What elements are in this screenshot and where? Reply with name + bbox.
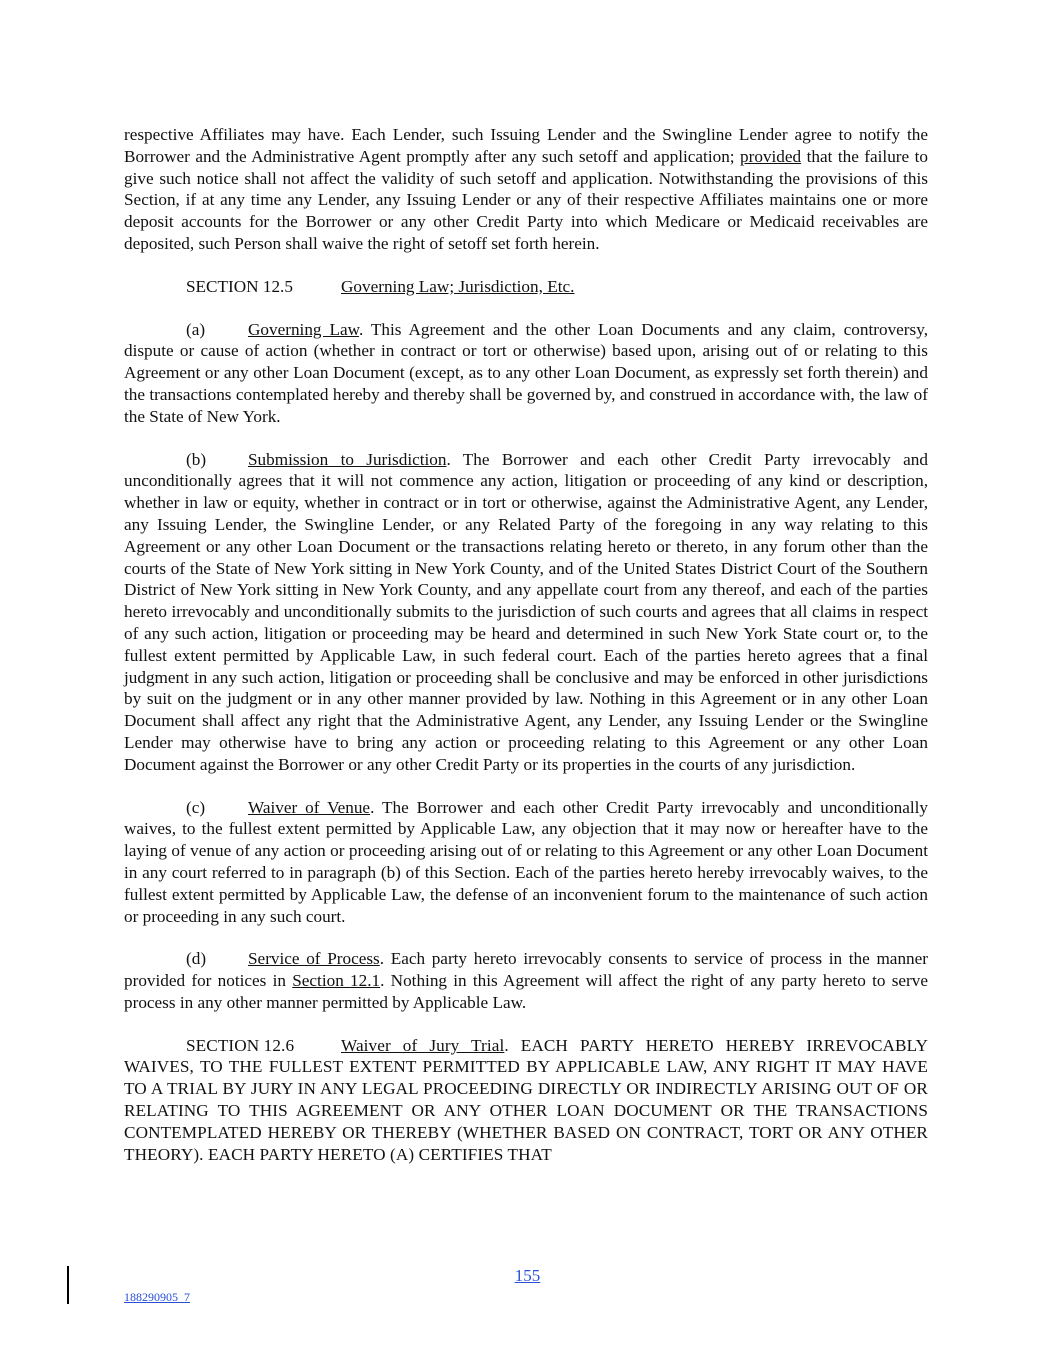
subsection-b-paragraph xyxy=(124,449,928,776)
section-text: . EACH PARTY HERETO HEREBY IRREVOCABLY WAIVES, TO THE FULLEST EXTENT PERMITTED BY APPLICABLE LAW, ANY RIGHT IT MAY HAVE TO A TRIAL BY JURY IN ANY LEGAL PROCEEDING DIRECTLY OR INDIRECTLY ARISING OUT OF OR RELATING TO THIS AGREEMENT OR ANY OTHER LOAN DOCUMENT OR THE TRANSACTIONS CONTEMPLATED HEREBY OR THEREBY (WHETHER BASED ON CONTRACT, TORT OR ANY OTHER THEORY). EACH PARTY HERETO (A) CERTIFIES THAT xyxy=(124,1035,928,1164)
subsection-text-a: . Each party hereto irrevocably consents to service of process in the manner provided for notices in xyxy=(124,949,928,991)
subsection-text: . The Borrower and each other Credit Party irrevocably and unconditionally agrees that it will not commence any action, litigation or proceeding of any kind or description, whether in law or equity, whether in contract or in tort or otherwise, against the Administrative Agent, any Lender, any Issuing Lender, the Swingline Lender, or any Related Party of the foregoing in any way relating to this Agreement or any other Loan Document or the transactions relating hereto or thereto, in any forum other than the courts of the State of New York sitting in New York County, and of the United States District Court of the Southern District of New York sitting in New York County, and any appellate court from any thereof, and each of the parties hereto irrevocably and unconditionally submits to the jurisdiction of such courts and agrees that all claims in respect of any such action, litigation or proceeding may be heard and determined in such New York State court or, to the fullest extent permitted by Applicable Law, in such federal court. Each of the parties hereto agrees that a final judgment in any such action, litigation or proceeding shall be conclusive and may be enforced in other jurisdictions by suit on the judgment or in any other manner provided by law. Nothing in this Agreement or in any other Loan Document shall affect any right that the Administrative Agent, any Lender, any Issuing Lender or the Swingline Lender may otherwise have to bring any action or proceeding relating to this Agreement or any other Loan Document against the Borrower or any other Credit Party or its properties in the courts of any jurisdiction. xyxy=(124,449,928,774)
setoff-text-b: that the failure to give such notice shall not affect the validity of such setoff and application. Notwithstanding the provisions of this Section, if at any time any Lender, any Issuing Lender or any of their respective Affiliates maintains one or more deposit accounts for the Borrower or any other Credit Party into which Medicare or Medicaid receivables are deposited, such Person shall waive the right of setoff set forth herein. xyxy=(124,146,928,253)
subsection-heading: Waiver of Venue xyxy=(248,797,371,817)
document-id: 188290905_7 xyxy=(124,1290,190,1304)
subsection-heading: Submission to Jurisdiction xyxy=(248,449,447,469)
subsection-label: (b) xyxy=(186,449,207,469)
section-12-5-heading xyxy=(124,276,928,298)
subsection-heading: Service of Process xyxy=(248,949,380,969)
section-12-6-paragraph xyxy=(124,1035,928,1166)
provided-term: provided xyxy=(740,146,802,166)
subsection-a-paragraph xyxy=(124,319,928,428)
subsection-c-paragraph xyxy=(124,797,928,928)
subsection-d-paragraph xyxy=(124,948,928,1013)
section-number: SECTION 12.6 xyxy=(186,1035,295,1055)
setoff-text-a: respective Affiliates may have. Each Lender, such Issuing Lender and the Swingline Lender agree to notify the Borrower and the Administrative Agent promptly after any such setoff and application; xyxy=(124,125,928,166)
subsection-label: (c) xyxy=(186,797,206,817)
subsection-text-b: . Nothing in this Agreement will affect the right of any party hereto to serve process in any other manner permitted by Applicable Law. xyxy=(124,971,928,1012)
section-title: Waiver of Jury Trial xyxy=(341,1035,505,1055)
subsection-label: (a) xyxy=(186,319,206,339)
document-page xyxy=(124,124,928,1186)
section-number: SECTION 12.5 xyxy=(186,276,293,296)
setoff-continuation-paragraph xyxy=(124,124,928,255)
section-title: Governing Law; Jurisdiction, Etc. xyxy=(341,276,575,296)
subsection-text: . The Borrower and each other Credit Party irrevocably and unconditionally waives, to the fullest extent permitted by Applicable Law, any objection that it may now or hereafter have to the laying of venue of any action or proceeding arising out of or relating to this Agreement or any other Loan Document in any court referred to in paragraph (b) of this Section. Each of the parties hereto hereby irrevocably waives, to the fullest extent permitted by Applicable Law, the defense of an inconvenient forum to the maintenance of such action or proceeding in any such court. xyxy=(124,797,928,926)
subsection-text: . This Agreement and the other Loan Documents and any claim, controversy, dispute or cause of action (whether in contract or tort or otherwise) based upon, arising out of or relating to this Agreement or any other Loan Document (except, as to any other Loan Document, as expressly set forth therein) and the transactions contemplated hereby and thereby shall be governed by, and construed in accordance with, the law of the State of New York. xyxy=(124,319,928,426)
section-12-1-reference: Section 12.1 xyxy=(292,971,381,991)
subsection-heading: Governing Law xyxy=(248,319,359,339)
subsection-label: (d) xyxy=(186,949,207,969)
page-number: 155 xyxy=(514,1266,541,1285)
